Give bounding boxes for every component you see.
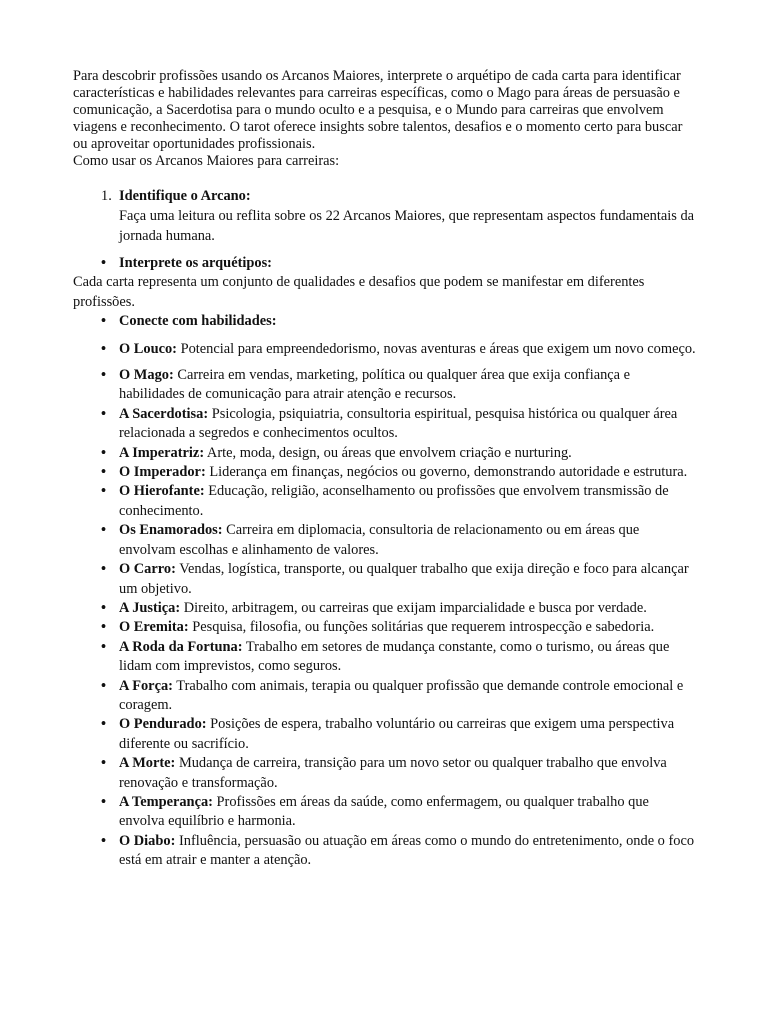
list-item xyxy=(73,599,698,618)
card-name: Os Enamorados: xyxy=(119,522,223,539)
bullet-icon: • xyxy=(101,255,107,271)
bullet-icon: • xyxy=(101,832,107,849)
card-name: A Temperança: xyxy=(119,793,213,810)
card-text: Trabalho em setores de mudança constante, como o turismo, ou áreas que lidam com imprevistos, como seguros. xyxy=(119,638,670,675)
list-item xyxy=(73,366,698,405)
bullet-icon: • xyxy=(101,716,107,733)
card-name: O Hierofante: xyxy=(119,483,205,500)
bullet-icon: • xyxy=(101,561,107,578)
card-name: A Morte: xyxy=(119,755,176,772)
list-item xyxy=(73,444,698,463)
card-name: O Pendurado: xyxy=(119,716,207,733)
bullet-icon: • xyxy=(101,522,107,539)
card-text: Profissões em áreas da saúde, como enfermagem, ou qualquer trabalho que envolva equilíbrio e harmonia. xyxy=(119,793,649,830)
card-text: Trabalho com animais, terapia ou qualquer profissão que demande controle emocional e coragem. xyxy=(119,677,684,713)
card-text: Arte, moda, design, ou áreas que envolvem criação e nurturing. xyxy=(204,444,572,461)
list-item xyxy=(73,793,698,832)
step-title: Identifique o Arcano: xyxy=(119,188,251,204)
card-name: A Roda da Fortuna: xyxy=(119,638,243,655)
card-text: Psicologia, psiquiatria, consultoria espiritual, pesquisa histórica ou qualquer área relacionada a segredos e conhecimentos ocultos. xyxy=(119,405,678,442)
list-item xyxy=(73,754,698,793)
card-name: O Diabo: xyxy=(119,832,176,849)
card-name: O Imperador: xyxy=(119,464,206,481)
card-text: Direito, arbitragem, ou carreiras que exijam imparcialidade e busca por verdade. xyxy=(180,599,647,616)
card-name: O Carro: xyxy=(119,561,176,578)
list-item xyxy=(73,482,698,521)
list-item xyxy=(73,340,698,359)
card-text: Vendas, logística, transporte, ou qualquer trabalho que exija direção e foco para alcançar um objetivo. xyxy=(119,561,689,597)
card-text: Influência, persuasão ou atuação em áreas como o mundo do entretenimento, onde o foco está em atrair e manter a atenção. xyxy=(119,832,695,869)
step-identify xyxy=(73,186,698,246)
list-item xyxy=(73,715,698,754)
bullet-icon: • xyxy=(101,405,107,422)
card-name: A Força: xyxy=(119,677,173,694)
step-body: Faça uma leitura ou reflita sobre os 22 Arcanos Maiores, que representam aspectos fundamentais da jornada humana. xyxy=(119,208,695,244)
list-item xyxy=(73,618,698,637)
step-number: 1. xyxy=(101,188,112,204)
card-name: A Sacerdotisa: xyxy=(119,405,209,422)
list-item xyxy=(73,560,698,599)
card-text: Potencial para empreendedorismo, novas aventuras e áreas que exigem um novo começo. xyxy=(176,340,696,357)
step-interpret xyxy=(73,254,698,273)
card-text: Educação, religião, aconselhamento ou profissões que envolvem transmissão de conhecimento. xyxy=(119,483,669,519)
card-text: Carreira em vendas, marketing, política ou qualquer área que exija confiança e habilidades de comunicação para atrair atenção e recursos. xyxy=(119,367,631,403)
bullet-icon: • xyxy=(101,444,107,461)
interpret-body: Cada carta representa um conjunto de qualidades e desafios que podem se manifestar em diferentes profissões. xyxy=(73,274,645,310)
intro-paragraph: Para descobrir profissões usando os Arcanos Maiores, interprete o arquétipo de cada carta para identificar características e habilidades relevantes para carreiras específicas, como o Mago para áreas de persuasão e comunicação, a Sacerdotisa para o mundo oculto e a pesquisa, e o Mundo para carreiras que envolvem viagens e reconhecimento. O tarot oferece insights sobre talentos, desafios e o momento certo para buscar ou aproveitar oportunidades profissionais. xyxy=(73,68,683,152)
bullet-icon: • xyxy=(101,619,107,636)
card-name: A Justiça: xyxy=(119,599,181,616)
arcana-list xyxy=(73,340,698,871)
card-name: O Louco: xyxy=(119,340,177,357)
document-page xyxy=(73,68,698,871)
card-text: Posições de espera, trabalho voluntário ou carreiras que exigem uma perspectiva diferente ou sacrifício. xyxy=(119,716,675,752)
how-to-heading: Como usar os Arcanos Maiores para carreiras: xyxy=(73,153,340,169)
list-item xyxy=(73,677,698,716)
step-title: Interprete os arquétipos: xyxy=(119,255,272,271)
card-name: A Imperatriz: xyxy=(119,444,205,461)
list-item xyxy=(73,832,698,871)
list-item xyxy=(73,521,698,560)
bullet-icon: • xyxy=(101,677,107,694)
card-text: Mudança de carreira, transição para um novo setor ou qualquer trabalho que envolva renovação e transformação. xyxy=(119,755,667,791)
bullet-icon: • xyxy=(101,313,107,330)
bullet-icon: • xyxy=(101,367,107,384)
card-name: O Mago: xyxy=(119,367,174,384)
bullet-icon: • xyxy=(101,464,107,481)
card-text: Liderança em finanças, negócios ou governo, demonstrando autoridade e estrutura. xyxy=(205,464,688,481)
list-item xyxy=(73,463,698,482)
step-connect xyxy=(73,312,698,331)
list-item xyxy=(73,405,698,444)
bullet-icon: • xyxy=(101,793,107,810)
bullet-icon: • xyxy=(101,638,107,655)
bullet-icon: • xyxy=(101,340,107,357)
bullet-icon: • xyxy=(101,599,107,616)
step-title: Conecte com habilidades: xyxy=(119,313,277,330)
card-text: Pesquisa, filosofia, ou funções solitárias que requerem introspecção e sabedoria. xyxy=(188,619,655,636)
bullet-icon: • xyxy=(101,483,107,500)
ordered-list xyxy=(73,186,698,246)
bullet-icon: • xyxy=(101,755,107,772)
list-item xyxy=(73,638,698,677)
card-name: O Eremita: xyxy=(119,619,189,636)
card-text: Carreira em diplomacia, consultoria de relacionamento ou em áreas que envolvam escolhas e alinhamento de valores. xyxy=(119,522,640,558)
